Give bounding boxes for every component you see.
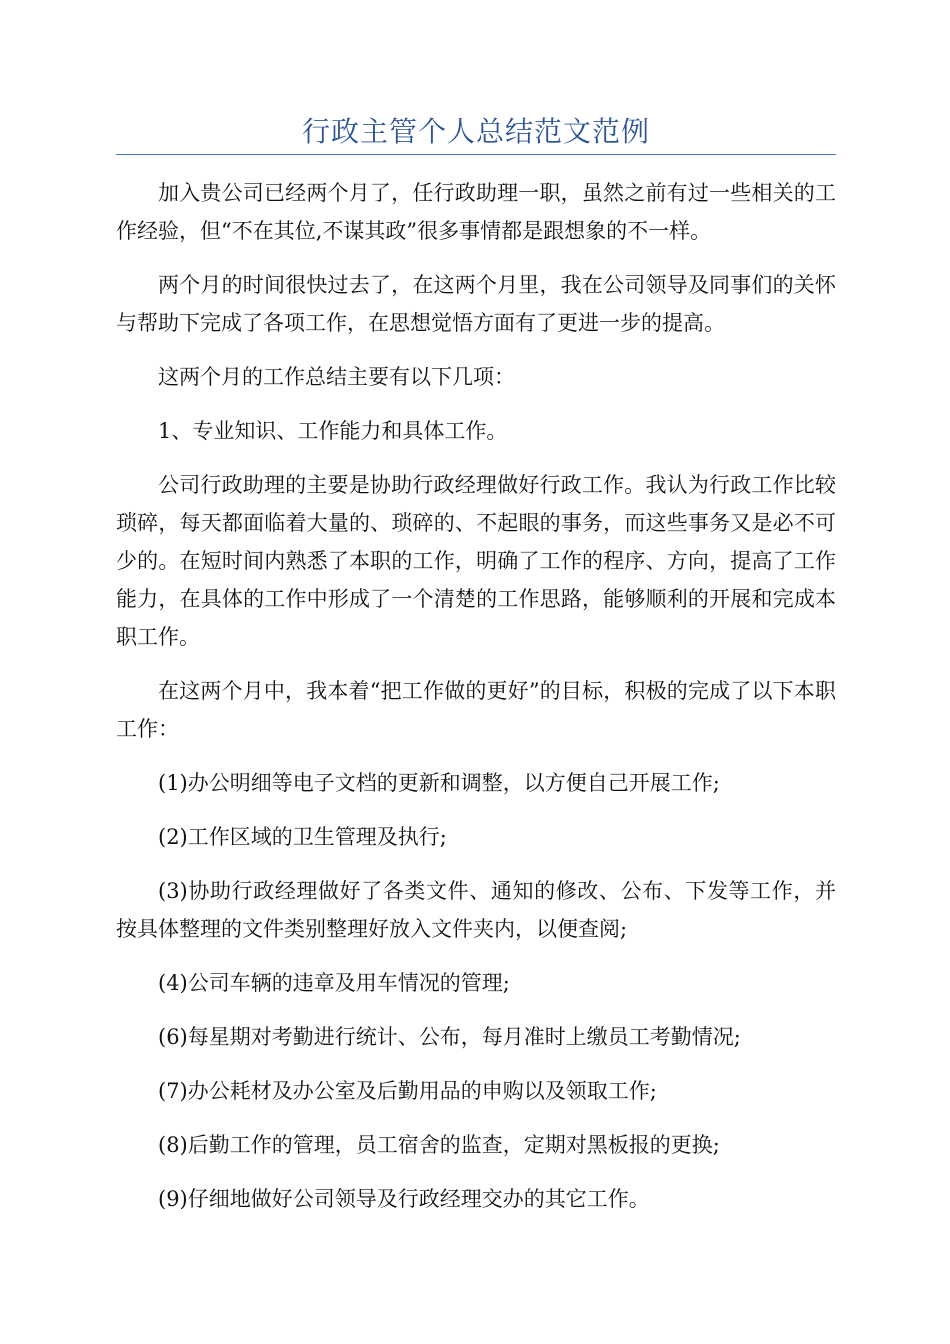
title-underline [116, 154, 836, 155]
list-item: (4)公司车辆的违章及用车情况的管理; [158, 971, 510, 995]
list-item: (1)办公明细等电子文档的更新和调整，以方便自己开展工作; [158, 771, 720, 795]
section-heading-1: 1、专业知识、工作能力和具体工作。 [158, 419, 508, 443]
paragraph-intro: 加入贵公司已经两个月了，任行政助理一职，虽然之前有过一些相关的工作经验，但“不在其位,不谋其政”很多事情都是跟想象的不一样。 [116, 181, 836, 243]
paragraph-role-description: 公司行政助理的主要是协助行政经理做好行政工作。我认为行政工作比较琐碎，每天都面临着大量的、琐碎的、不起眼的事务，而这些事务又是必不可少的。在短时间内熟悉了本职的工作，明确了工作的程序、方向，提高了工作能力，在具体的工作中形成了一个清楚的工作思路，能够顺利的开展和完成本职工作。 [116, 473, 836, 649]
document-title: 行政主管个人总结范文范例 [301, 115, 650, 148]
list-item: (7)办公耗材及办公室及后勤用品的申购以及领取工作; [158, 1079, 657, 1103]
paragraph-summary-lead: 这两个月的工作总结主要有以下几项： [158, 365, 515, 389]
list-item: (8)后勤工作的管理，员工宿舍的监查，定期对黑板报的更换; [158, 1133, 720, 1157]
list-item: (6)每星期对考勤进行统计、公布，每月准时上缴员工考勤情况; [158, 1025, 741, 1049]
paragraph-duties-lead: 在这两个月中，我本着“把工作做的更好”的目标，积极的完成了以下本职工作： [116, 679, 836, 741]
list-item: (9)仔细地做好公司领导及行政经理交办的其它工作。 [158, 1187, 650, 1211]
document-body [116, 174, 836, 1234]
paragraph-two-months: 两个月的时间很快过去了，在这两个月里，我在公司领导及同事们的关怀与帮助下完成了各项工作，在思想觉悟方面有了更进一步的提高。 [116, 273, 836, 335]
list-item: (2)工作区域的卫生管理及执行; [158, 825, 447, 849]
list-item: (3)协助行政经理做好了各类文件、通知的修改、公布、下发等工作，并按具体整理的文件类别整理好放入文件夹内，以便查阅; [116, 879, 836, 941]
